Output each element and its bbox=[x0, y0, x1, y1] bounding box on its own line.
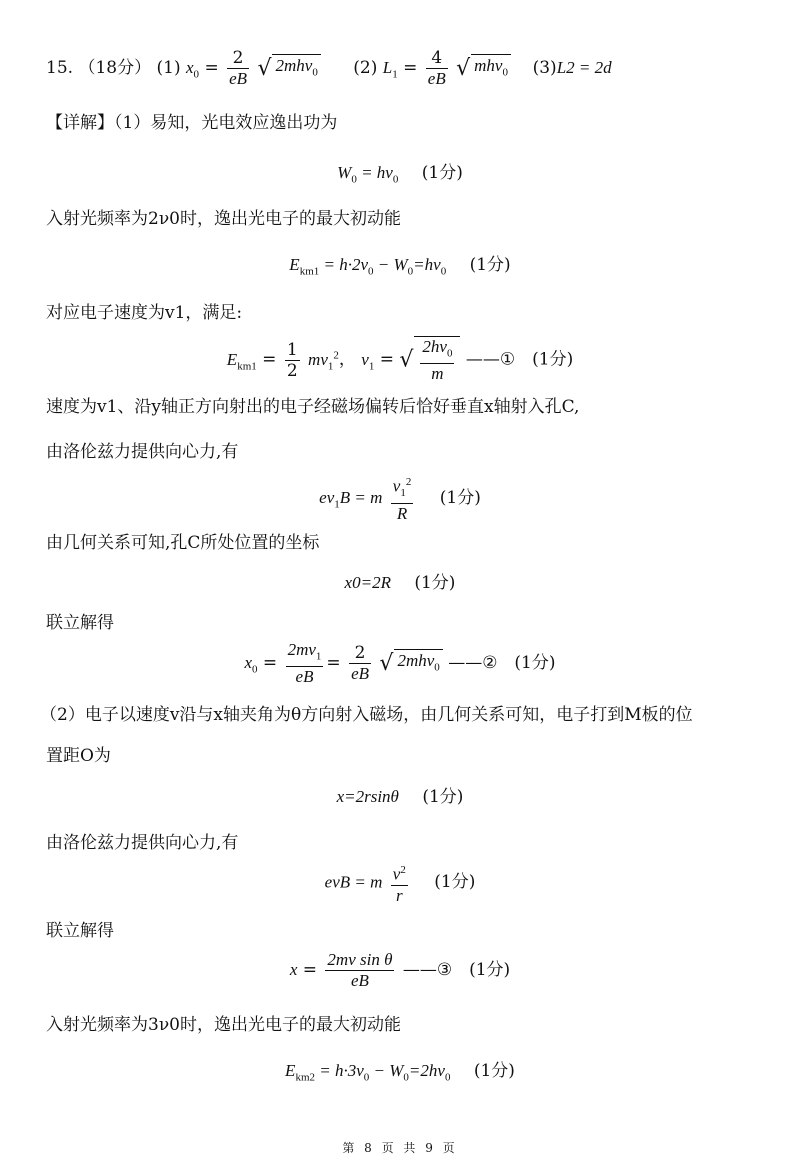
eq10-points: (1分) bbox=[473, 1061, 515, 1081]
detail-label: 【详解】 bbox=[46, 113, 114, 133]
eq-x0-result: $x_0$ = $\frac{2mv_1}{eB}$ = $\frac{2}{eB}$ √ 2mhν$_0$ ——② (1分) bbox=[244, 640, 556, 687]
part1-intro-text: （1）易知，光电效应逸出功为 bbox=[114, 113, 338, 133]
text-2v0: 入射光频率为2ν0时，逸出光电子的最大初动能 bbox=[46, 209, 401, 229]
eq7-points: (1分) bbox=[422, 787, 464, 807]
eq9-points: ——③ (1分) bbox=[402, 960, 511, 980]
eq-lorentz-2: evB = m $\frac{v^2}{r}$ (1分) bbox=[0, 860, 800, 906]
eq3-points: ——① (1分) bbox=[465, 349, 574, 370]
eq-x-result: x = $\frac{\text{2mv sin θ}}{eB}$ ——③ (1分) bbox=[289, 950, 511, 990]
part3-answer: L2 = 2d bbox=[556, 58, 612, 77]
eq-x0-2r bbox=[0, 568, 800, 593]
text-solve-2: 联立解得 bbox=[46, 921, 114, 941]
eq-v1: $E_{km1}$ = $\frac{1}{2}$ $mv_1^2$， $v_1$ = √ $\frac{2h\nu_0}{m}$ ——① (1分) bbox=[226, 337, 574, 384]
eq5-expr: x0=2R bbox=[344, 573, 391, 592]
eq-work-function: $W_0 = h\nu_0$ (1分) bbox=[337, 163, 463, 186]
eq-ekm1: $E_{km1} = h\cdot 2\nu_0 - W_0=h\nu_0$ (1分) bbox=[289, 255, 511, 278]
eq1-points: (1分) bbox=[421, 163, 463, 183]
question-score: （18分） bbox=[78, 58, 152, 78]
page-footer: 第 8 页 共 9 页 bbox=[342, 1141, 458, 1155]
question-number: 15. bbox=[46, 58, 74, 78]
part3-label: (3) bbox=[532, 58, 557, 78]
eq-x-2rsin bbox=[0, 782, 800, 807]
text-lorentz-2: 由洛伦兹力提供向心力,有 bbox=[46, 833, 239, 853]
part2-label: (2) bbox=[353, 58, 378, 78]
text-3v0: 入射光频率为3ν0时，逸出光电子的最大初动能 bbox=[46, 1015, 401, 1035]
eq-lorentz-1: $ev_1B = m$ $\frac{v_1^2}{R}$ (1分) bbox=[0, 472, 800, 524]
text-v1: 对应电子速度为v1，满足: bbox=[46, 303, 243, 323]
eq4-points: (1分) bbox=[439, 487, 481, 508]
part2-text-b: 置距O为 bbox=[46, 746, 111, 766]
part2-text-a: （2）电子以速度v沿与x轴夹角为θ方向射入磁场，由几何关系可知，电子打到M板的位 bbox=[40, 705, 693, 725]
answer-summary: 15. （18分） (1) $x_0$ = $\frac{2}{eB}$ √ 2mhν$_0$ (2) $L_1$ = $\frac{4}{eB}$ √ mhν$_0$ (3)L2 = 2d bbox=[46, 48, 612, 88]
part1-intro bbox=[46, 108, 337, 133]
eq8-points: (1分) bbox=[434, 872, 476, 893]
text-hole-c: 速度为v1、沿y轴正方向射出的电子经磁场偏转后恰好垂直x轴射入孔C, bbox=[46, 397, 580, 417]
eq2-points: (1分) bbox=[469, 255, 511, 275]
text-geometry-1: 由几何关系可知,孔C所处位置的坐标 bbox=[46, 533, 320, 553]
eq5-points: (1分) bbox=[414, 573, 456, 593]
eq6-points: ——② (1分) bbox=[448, 653, 556, 674]
eq7-expr: x=2rsinθ bbox=[336, 787, 399, 806]
text-lorentz-1: 由洛伦兹力提供向心力,有 bbox=[46, 442, 239, 462]
part1-label: (1) bbox=[156, 58, 181, 78]
text-solve-1: 联立解得 bbox=[46, 613, 114, 633]
eq-ekm2: $E_{km2} = h\cdot 3\nu_0 - W_0=2h\nu_0$ (1分) bbox=[285, 1061, 515, 1084]
